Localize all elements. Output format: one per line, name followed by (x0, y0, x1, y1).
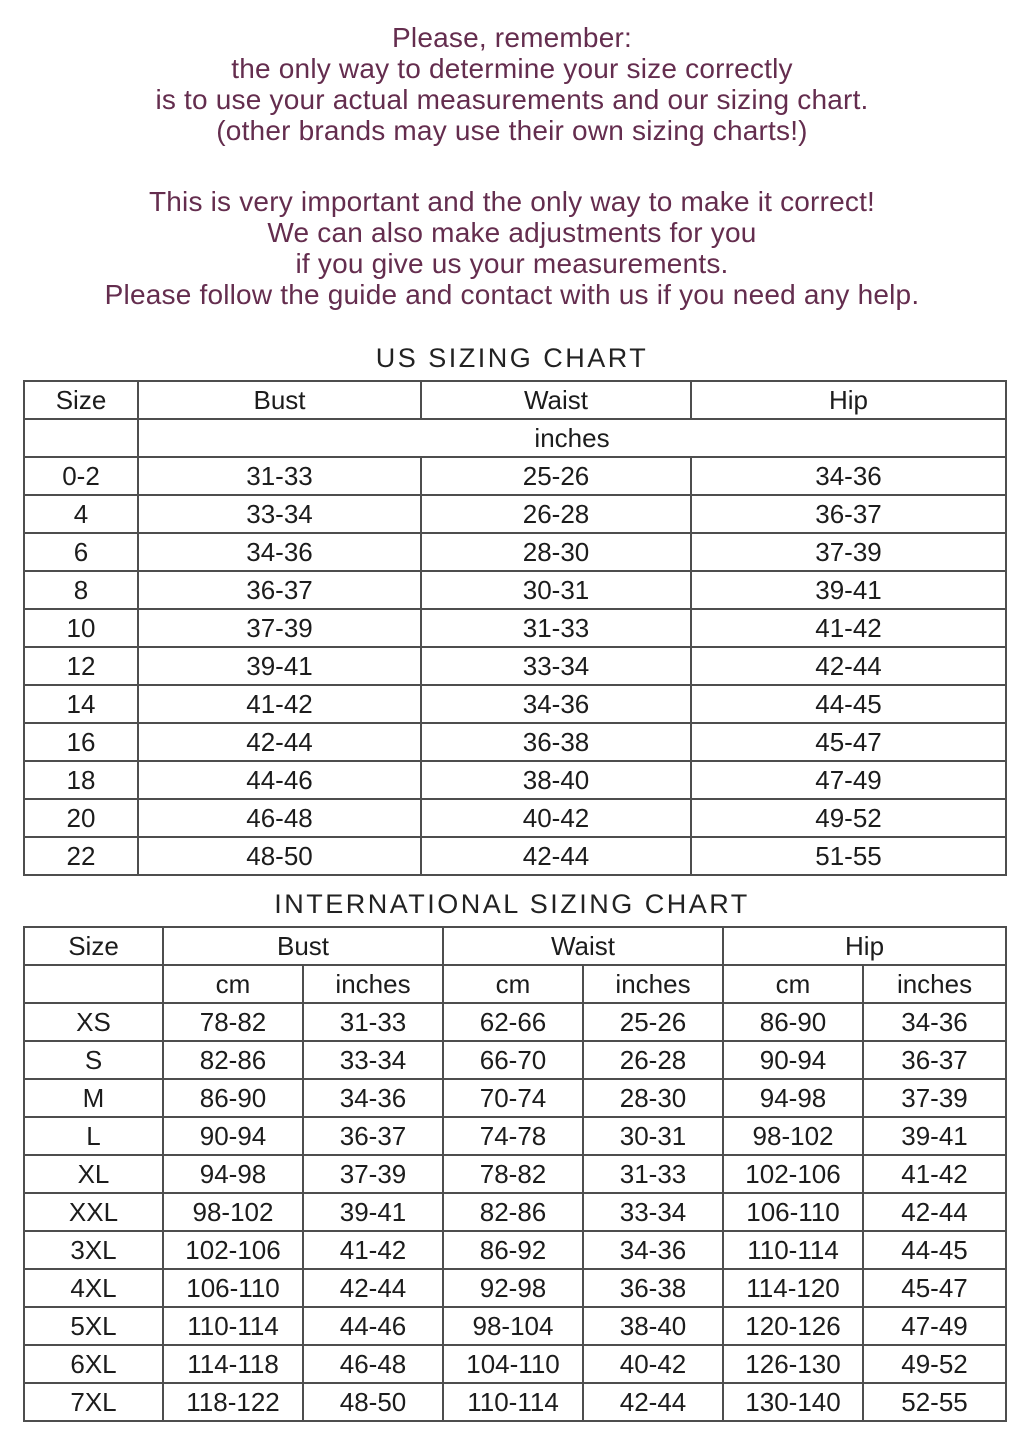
measurement-cell: 30-31 (421, 571, 691, 609)
table-row (24, 1155, 1006, 1193)
size-cell: 16 (24, 723, 138, 761)
measurement-cell: 39-41 (303, 1193, 443, 1231)
table-row (24, 761, 1006, 799)
measurement-cell: 86-90 (723, 1003, 863, 1041)
measurement-cell: 114-118 (163, 1345, 303, 1383)
measurement-cell: 33-34 (583, 1193, 723, 1231)
measurement-cell: 41-42 (138, 685, 421, 723)
measurement-cell: 38-40 (583, 1307, 723, 1345)
measurement-cell: 120-126 (723, 1307, 863, 1345)
intro-line: We can also make adjustments for you (267, 217, 757, 248)
measurement-cell: 41-42 (863, 1155, 1006, 1193)
measurement-cell: 45-47 (863, 1269, 1006, 1307)
hip-cm-label: cm (723, 965, 863, 1003)
intro-line: This is very important and the only way to make it correct! (148, 186, 876, 217)
intro-line: the only way to determine your size correctly (231, 53, 793, 84)
size-cell: 3XL (24, 1231, 163, 1269)
measurement-cell: 130-140 (723, 1383, 863, 1421)
measurement-cell: 90-94 (163, 1117, 303, 1155)
measurement-cell: 34-36 (421, 685, 691, 723)
size-cell: XS (24, 1003, 163, 1041)
measurement-cell: 86-92 (443, 1231, 583, 1269)
measurement-cell: 40-42 (421, 799, 691, 837)
size-cell: L (24, 1117, 163, 1155)
table-row (24, 1269, 1006, 1307)
measurement-cell: 49-52 (863, 1345, 1006, 1383)
table-row (24, 799, 1006, 837)
measurement-cell: 62-66 (443, 1003, 583, 1041)
intl-col-waist: Waist (443, 927, 723, 965)
measurement-cell: 36-37 (691, 495, 1006, 533)
measurement-cell: 92-98 (443, 1269, 583, 1307)
measurement-cell: 37-39 (303, 1155, 443, 1193)
measurement-cell: 31-33 (138, 457, 421, 495)
intl-col-bust: Bust (163, 927, 443, 965)
measurement-cell: 44-45 (691, 685, 1006, 723)
waist-inches-label: inches (583, 965, 723, 1003)
measurement-cell: 39-41 (138, 647, 421, 685)
measurement-cell: 31-33 (583, 1155, 723, 1193)
measurement-cell: 26-28 (421, 495, 691, 533)
measurement-cell: 47-49 (691, 761, 1006, 799)
intl-col-hip: Hip (723, 927, 1006, 965)
intro-block-remember (0, 22, 1024, 146)
table-row (24, 533, 1006, 571)
measurement-cell: 42-44 (691, 647, 1006, 685)
measurement-cell: 34-36 (691, 457, 1006, 495)
size-cell: M (24, 1079, 163, 1117)
table-row (24, 647, 1006, 685)
measurement-cell: 42-44 (583, 1383, 723, 1421)
intro-note (0, 22, 1024, 310)
table-row (24, 837, 1006, 875)
empty-cell (24, 419, 138, 457)
measurement-cell: 42-44 (863, 1193, 1006, 1231)
table-row (24, 685, 1006, 723)
table-row (24, 1079, 1006, 1117)
measurement-cell: 106-110 (723, 1193, 863, 1231)
measurement-cell: 66-70 (443, 1041, 583, 1079)
intro-line: is to use your actual measurements and our sizing chart. (155, 84, 869, 115)
measurement-cell: 47-49 (863, 1307, 1006, 1345)
size-cell: 18 (24, 761, 138, 799)
table-row (24, 1307, 1006, 1345)
bust-cm-label: cm (163, 965, 303, 1003)
size-cell: 4 (24, 495, 138, 533)
measurement-cell: 102-106 (163, 1231, 303, 1269)
measurement-cell: 28-30 (583, 1079, 723, 1117)
measurement-cell: 94-98 (163, 1155, 303, 1193)
measurement-cell: 51-55 (691, 837, 1006, 875)
size-cell: 5XL (24, 1307, 163, 1345)
measurement-cell: 44-46 (303, 1307, 443, 1345)
measurement-cell: 34-36 (303, 1079, 443, 1117)
measurement-cell: 42-44 (421, 837, 691, 875)
size-cell: 8 (24, 571, 138, 609)
us-col-bust: Bust (138, 381, 421, 419)
measurement-cell: 106-110 (163, 1269, 303, 1307)
size-cell: 6XL (24, 1345, 163, 1383)
size-cell: S (24, 1041, 163, 1079)
measurement-cell: 39-41 (691, 571, 1006, 609)
size-cell: 7XL (24, 1383, 163, 1421)
measurement-cell: 37-39 (863, 1079, 1006, 1117)
measurement-cell: 33-34 (303, 1041, 443, 1079)
size-cell: 12 (24, 647, 138, 685)
measurement-cell: 98-102 (163, 1193, 303, 1231)
waist-cm-label: cm (443, 965, 583, 1003)
measurement-cell: 74-78 (443, 1117, 583, 1155)
measurement-cell: 44-46 (138, 761, 421, 799)
measurement-cell: 49-52 (691, 799, 1006, 837)
measurement-cell: 114-120 (723, 1269, 863, 1307)
size-cell: 0-2 (24, 457, 138, 495)
measurement-cell: 34-36 (863, 1003, 1006, 1041)
measurement-cell: 28-30 (421, 533, 691, 571)
units-row (24, 419, 1006, 457)
table-row (24, 457, 1006, 495)
intro-line: if you give us your measurements. (295, 248, 729, 279)
intro-line: Please follow the guide and contact with us if you need any help. (104, 279, 920, 310)
us-col-hip: Hip (691, 381, 1006, 419)
size-cell: XXL (24, 1193, 163, 1231)
measurement-cell: 37-39 (691, 533, 1006, 571)
table-row (24, 495, 1006, 533)
empty-cell (24, 965, 163, 1003)
table-row (24, 1231, 1006, 1269)
size-cell: 10 (24, 609, 138, 647)
measurement-cell: 30-31 (583, 1117, 723, 1155)
measurement-cell: 36-38 (421, 723, 691, 761)
size-cell: XL (24, 1155, 163, 1193)
measurement-cell: 34-36 (138, 533, 421, 571)
measurement-cell: 42-44 (303, 1269, 443, 1307)
measurement-cell: 78-82 (163, 1003, 303, 1041)
table-row (24, 571, 1006, 609)
size-cell: 22 (24, 837, 138, 875)
international-chart-title: INTERNATIONAL SIZING CHART (274, 889, 750, 919)
table-header-row (24, 381, 1006, 419)
measurement-cell: 82-86 (443, 1193, 583, 1231)
measurement-cell: 36-37 (138, 571, 421, 609)
measurement-cell: 26-28 (583, 1041, 723, 1079)
measurement-cell: 44-45 (863, 1231, 1006, 1269)
measurement-cell: 126-130 (723, 1345, 863, 1383)
size-cell: 14 (24, 685, 138, 723)
table-row (24, 1193, 1006, 1231)
measurement-cell: 110-114 (443, 1383, 583, 1421)
measurement-cell: 118-122 (163, 1383, 303, 1421)
measurement-cell: 25-26 (421, 457, 691, 495)
measurement-cell: 90-94 (723, 1041, 863, 1079)
table-row (24, 1041, 1006, 1079)
table-row (24, 723, 1006, 761)
measurement-cell: 110-114 (163, 1307, 303, 1345)
measurement-cell: 82-86 (163, 1041, 303, 1079)
size-cell: 4XL (24, 1269, 163, 1307)
international-sizing-table (23, 926, 1007, 1422)
measurement-cell: 102-106 (723, 1155, 863, 1193)
measurement-cell: 33-34 (421, 647, 691, 685)
us-col-waist: Waist (421, 381, 691, 419)
table-row (24, 609, 1006, 647)
intro-block-important (0, 186, 1024, 310)
measurement-cell: 37-39 (138, 609, 421, 647)
measurement-cell: 36-38 (583, 1269, 723, 1307)
measurement-cell: 34-36 (583, 1231, 723, 1269)
us-chart-title: US SIZING CHART (375, 343, 649, 373)
measurement-cell: 36-37 (303, 1117, 443, 1155)
us-sizing-table (23, 380, 1007, 876)
measurement-cell: 31-33 (303, 1003, 443, 1041)
table-row (24, 1383, 1006, 1421)
size-cell: 6 (24, 533, 138, 571)
measurement-cell: 86-90 (163, 1079, 303, 1117)
table-row (24, 1345, 1006, 1383)
measurement-cell: 39-41 (863, 1117, 1006, 1155)
us-col-size: Size (24, 381, 138, 419)
table-row (24, 1003, 1006, 1041)
measurement-cell: 70-74 (443, 1079, 583, 1117)
measurement-cell: 48-50 (303, 1383, 443, 1421)
units-row (24, 965, 1006, 1003)
measurement-cell: 104-110 (443, 1345, 583, 1383)
measurement-cell: 41-42 (691, 609, 1006, 647)
measurement-cell: 94-98 (723, 1079, 863, 1117)
size-cell: 20 (24, 799, 138, 837)
measurement-cell: 38-40 (421, 761, 691, 799)
intro-line: Please, remember: (392, 22, 632, 53)
measurement-cell: 31-33 (421, 609, 691, 647)
measurement-cell: 25-26 (583, 1003, 723, 1041)
measurement-cell: 48-50 (138, 837, 421, 875)
measurement-cell: 41-42 (303, 1231, 443, 1269)
intl-col-size: Size (24, 927, 163, 965)
measurement-cell: 42-44 (138, 723, 421, 761)
measurement-cell: 78-82 (443, 1155, 583, 1193)
measurement-cell: 110-114 (723, 1231, 863, 1269)
table-header-row (24, 927, 1006, 965)
measurement-cell: 52-55 (863, 1383, 1006, 1421)
table-row (24, 1117, 1006, 1155)
measurement-cell: 33-34 (138, 495, 421, 533)
measurement-cell: 40-42 (583, 1345, 723, 1383)
intro-line: (other brands may use their own sizing charts!) (216, 115, 808, 146)
measurement-cell: 46-48 (303, 1345, 443, 1383)
measurement-cell: 98-104 (443, 1307, 583, 1345)
measurement-cell: 36-37 (863, 1041, 1006, 1079)
units-label: inches (138, 419, 1006, 457)
measurement-cell: 46-48 (138, 799, 421, 837)
hip-inches-label: inches (863, 965, 1006, 1003)
bust-inches-label: inches (303, 965, 443, 1003)
measurement-cell: 98-102 (723, 1117, 863, 1155)
measurement-cell: 45-47 (691, 723, 1006, 761)
